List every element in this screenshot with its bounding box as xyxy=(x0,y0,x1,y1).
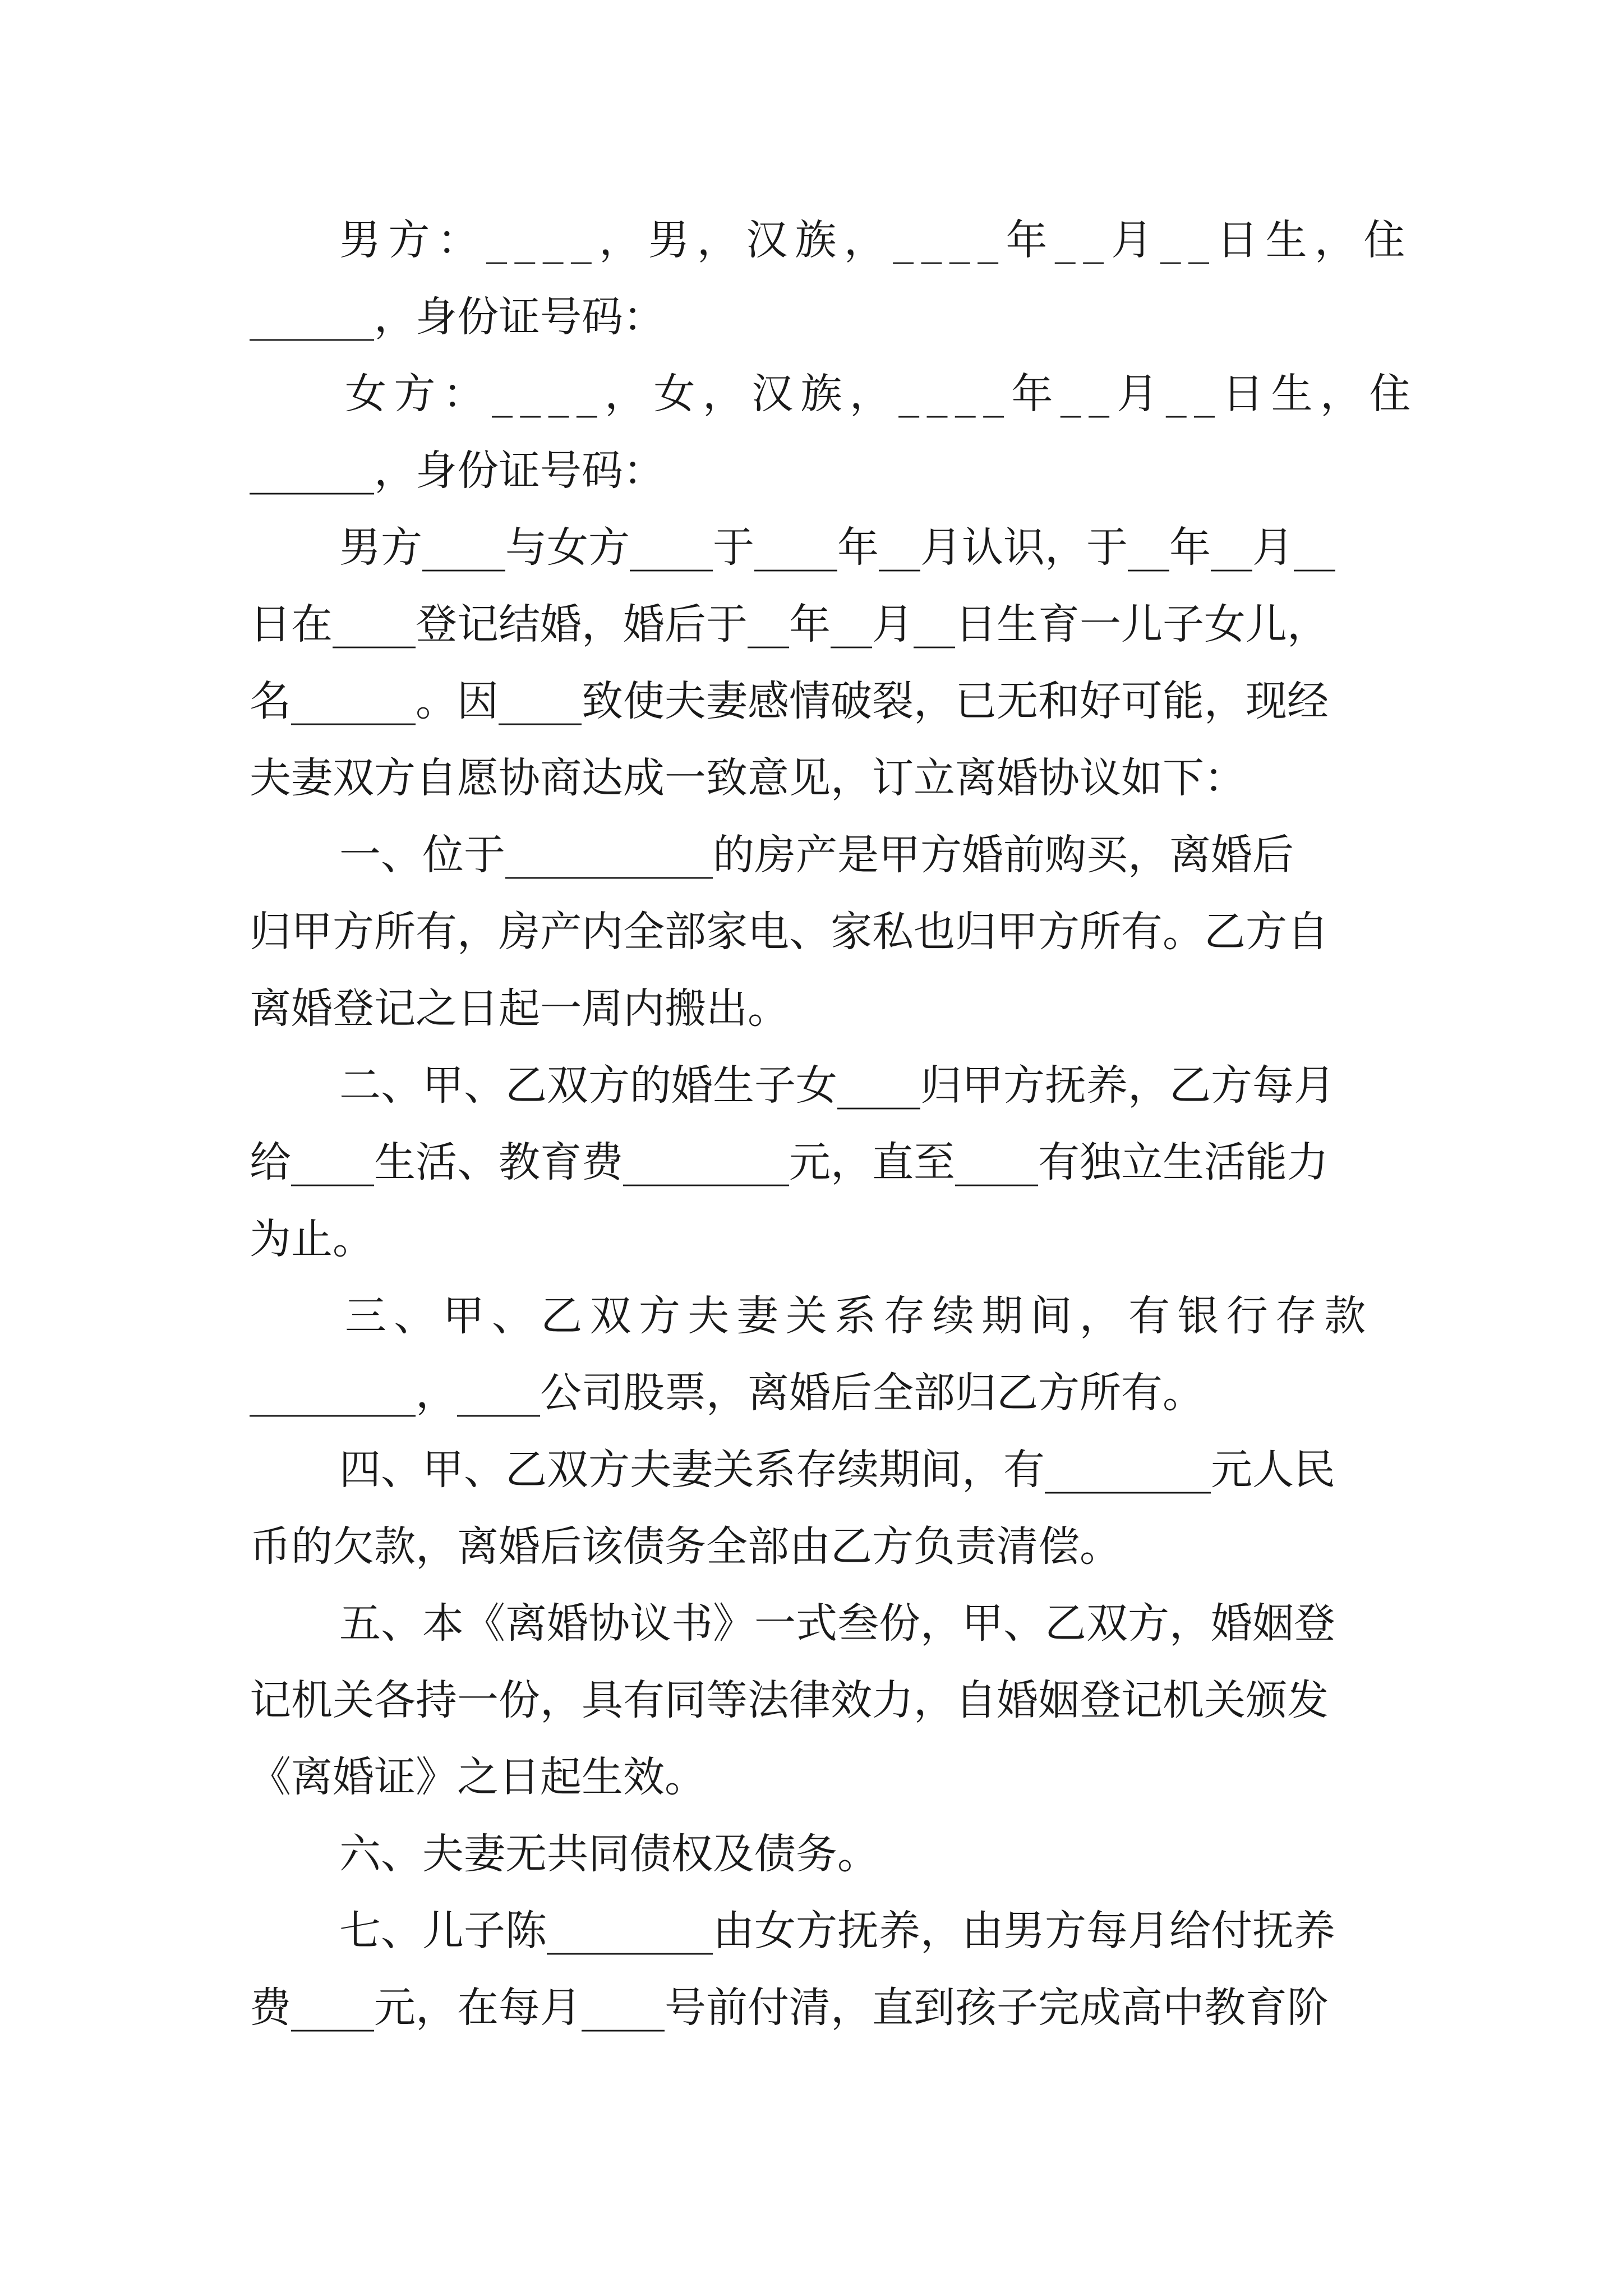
clause-female-party-line-2: ______，身份证号码： xyxy=(250,447,665,495)
clause-7-line-2: 费____元，在每月____号前付清，直到孩子完成高中教育阶 xyxy=(250,1984,1329,2032)
clause-2-line-1: 二、甲、乙双方的婚生子女____归甲方抚养，乙方每月 xyxy=(339,1061,1335,1110)
clause-5-line-1: 五、本《离婚协议书》一式叁份，甲、乙双方，婚姻登 xyxy=(339,1599,1335,1648)
agreement-body xyxy=(250,202,1418,2046)
clause-7-line-1: 七、儿子陈________由女方抚养，由男方每月给付抚养 xyxy=(339,1907,1335,1955)
clause-2-line-2: 给____生活、教育费________元，直至____有独立生活能力 xyxy=(250,1138,1329,1186)
clause-3-line-2: ________，____公司股票，离婚后全部归乙方所有。 xyxy=(250,1369,1204,1417)
clause-female-party-line-1: 女方：____，女，汉族，____年__月__日生，住 xyxy=(345,370,1418,418)
clause-4-line-1: 四、甲、乙双方夫妻关系存续期间，有________元人民 xyxy=(339,1446,1335,1494)
clause-1-line-3: 离婚登记之日起一周内搬出。 xyxy=(250,984,789,1033)
clause-5-line-3: 《离婚证》之日起生效。 xyxy=(250,1753,706,1801)
preamble-line-2: 日在____登记结婚，婚后于__年__月__日生育一儿子女儿， xyxy=(250,600,1329,648)
preamble-line-4: 夫妻双方自愿协商达成一致意见，订立离婚协议如下： xyxy=(250,754,1246,802)
clause-3-line-1: 三、甲、乙双方夫妻关系存续期间，有银行存款 xyxy=(345,1292,1373,1340)
clause-1-line-2: 归甲方所有，房产内全部家电、家私也归甲方所有。乙方自 xyxy=(250,908,1329,956)
clause-male-party-line-1: 男方：____，男，汉族，____年__月__日生，住 xyxy=(339,216,1413,264)
clause-6-line-1: 六、夫妻无共同债权及债务。 xyxy=(339,1830,879,1878)
clause-5-line-2: 记机关各持一份，具有同等法律效力，自婚姻登记机关颁发 xyxy=(250,1676,1329,1724)
clause-2-line-3: 为止。 xyxy=(250,1215,374,1263)
clause-male-party-line-2: ______，身份证号码： xyxy=(250,293,665,341)
preamble-line-3: 名______。因____致使夫妻感情破裂，已无和好可能，现经 xyxy=(250,677,1329,725)
preamble-line-1: 男方____与女方____于____年__月认识，于__年__月__ xyxy=(339,523,1335,572)
clause-1-line-1: 一、位于__________的房产是甲方婚前购买，离婚后 xyxy=(339,831,1294,879)
clause-4-line-2: 币的欠款，离婚后该债务全部由乙方负责清偿。 xyxy=(250,1522,1121,1571)
